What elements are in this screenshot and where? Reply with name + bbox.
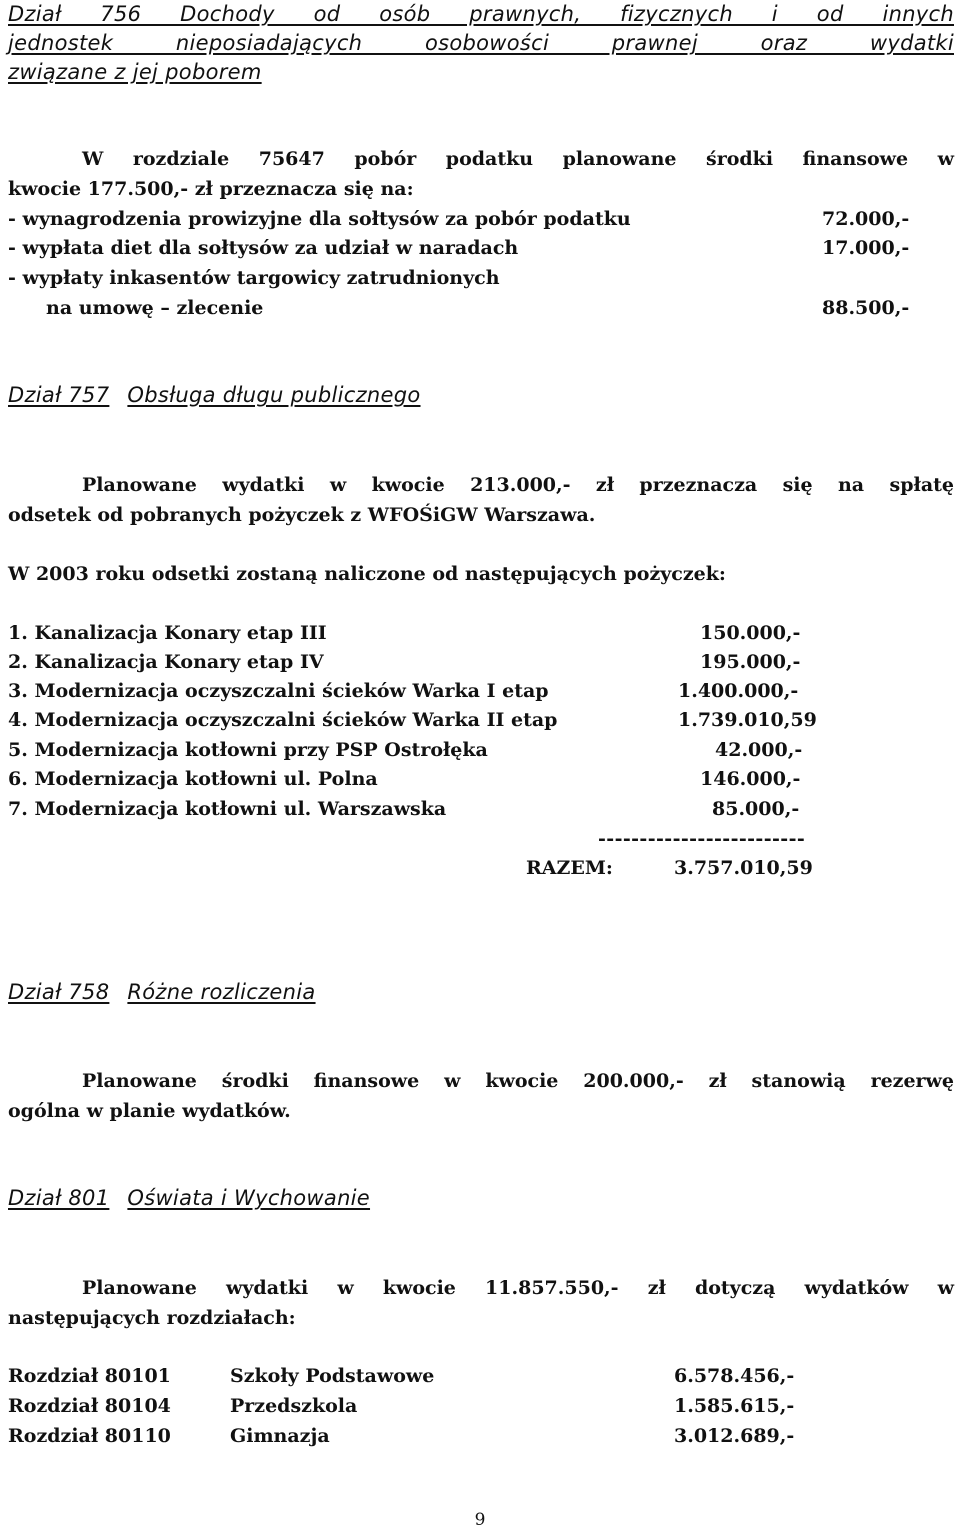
chapter-code: Rozdział 80101	[8, 1365, 171, 1387]
total-separator: -------------------------	[598, 828, 806, 850]
loan-label: 4. Modernizacja oczyszczalni ścieków Warka II etap	[8, 709, 558, 731]
loan-amount: 42.000,-	[715, 739, 803, 761]
page-number: 9	[474, 1510, 486, 1530]
paragraph-line: ogólna w planie wydatków.	[8, 1100, 291, 1122]
chapter-name: Przedszkola	[230, 1395, 358, 1417]
chapter-code: Rozdział 80104	[8, 1395, 171, 1417]
loan-label: 5. Modernizacja kotłowni przy PSP Ostrołęka	[8, 739, 488, 761]
paragraph-line: kwocie 177.500,- zł przeznacza się na:	[8, 178, 414, 200]
section-756-intro	[8, 144, 954, 204]
heading-title: Oświata i Wychowanie	[127, 1186, 371, 1210]
loan-amount: 150.000,-	[700, 622, 801, 644]
paragraph-line: Planowane środki finansowe w kwocie 200.000,- zł stanowią rezerwę	[82, 1070, 954, 1092]
loan-label: 6. Modernizacja kotłowni ul. Polna	[8, 768, 378, 790]
item-text: - wynagrodzenia prowizyjne dla sołtysów za pobór podatku	[8, 208, 631, 230]
chapter-amount: 6.578.456,-	[674, 1365, 795, 1387]
paragraph-line: W rozdziale 75647 pobór podatku planowane środki finansowe w	[82, 148, 954, 170]
heading-number: Dział 757	[8, 383, 110, 407]
chapter-name: Gimnazja	[230, 1425, 330, 1447]
heading-title: Obsługa długu publicznego	[127, 383, 421, 407]
loan-label: 7. Modernizacja kotłowni ul. Warszawska	[8, 798, 447, 820]
section-757-intro	[8, 470, 954, 530]
loan-amount: 195.000,-	[700, 651, 801, 673]
loan-amount: 85.000,-	[712, 798, 800, 820]
total-value: 3.757.010,59	[674, 857, 813, 879]
section-756-heading	[8, 0, 954, 87]
loan-amount: 146.000,-	[700, 768, 801, 790]
section-758-text	[8, 1066, 954, 1126]
paragraph-line: Planowane wydatki w kwocie 213.000,- zł przeznacza się na spłatę	[82, 474, 954, 496]
chapter-amount: 3.012.689,-	[674, 1425, 795, 1447]
section-801-text	[8, 1273, 954, 1333]
item-text: na umowę – zlecenie	[46, 297, 264, 319]
item-text: - wypłata diet dla sołtysów za udział w naradach	[8, 237, 519, 259]
section-758-heading	[8, 978, 954, 1007]
paragraph-line: odsetek od pobranych pożyczek z WFOŚiGW Warszawa.	[8, 504, 596, 526]
loan-label: 1. Kanalizacja Konary etap III	[8, 622, 327, 644]
chapter-name: Szkoły Podstawowe	[230, 1365, 435, 1387]
heading-line: Dział 756 Dochody od osób prawnych, fizycznych i od innych	[8, 2, 954, 26]
chapter-code: Rozdział 80110	[8, 1425, 171, 1447]
heading-number: Dział 758	[8, 980, 110, 1004]
loans-intro: W 2003 roku odsetki zostaną naliczone od następujących pożyczek:	[8, 563, 726, 585]
heading-line: jednostek nieposiadających osobowości prawnej oraz wydatki	[8, 31, 954, 55]
total-label: RAZEM:	[526, 857, 613, 879]
loan-label: 2. Kanalizacja Konary etap IV	[8, 651, 324, 673]
item-amount: 88.500,-	[822, 297, 910, 319]
item-amount: 72.000,-	[822, 208, 910, 230]
item-text: - wypłaty inkasentów targowicy zatrudnionych	[8, 267, 500, 289]
item-amount: 17.000,-	[822, 237, 910, 259]
paragraph-line: następujących rozdziałach:	[8, 1307, 296, 1329]
section-757-heading	[8, 381, 954, 410]
loan-amount: 1.739.010,59	[678, 709, 817, 731]
chapter-amount: 1.585.615,-	[674, 1395, 795, 1417]
loan-label: 3. Modernizacja oczyszczalni ścieków Warka I etap	[8, 680, 549, 702]
heading-line: związane z jej poborem	[8, 60, 262, 84]
heading-title: Różne rozliczenia	[127, 980, 316, 1004]
loan-amount: 1.400.000,-	[678, 680, 799, 702]
paragraph-line: Planowane wydatki w kwocie 11.857.550,- zł dotyczą wydatków w	[82, 1277, 954, 1299]
section-801-heading	[8, 1184, 954, 1213]
heading-number: Dział 801	[8, 1186, 110, 1210]
